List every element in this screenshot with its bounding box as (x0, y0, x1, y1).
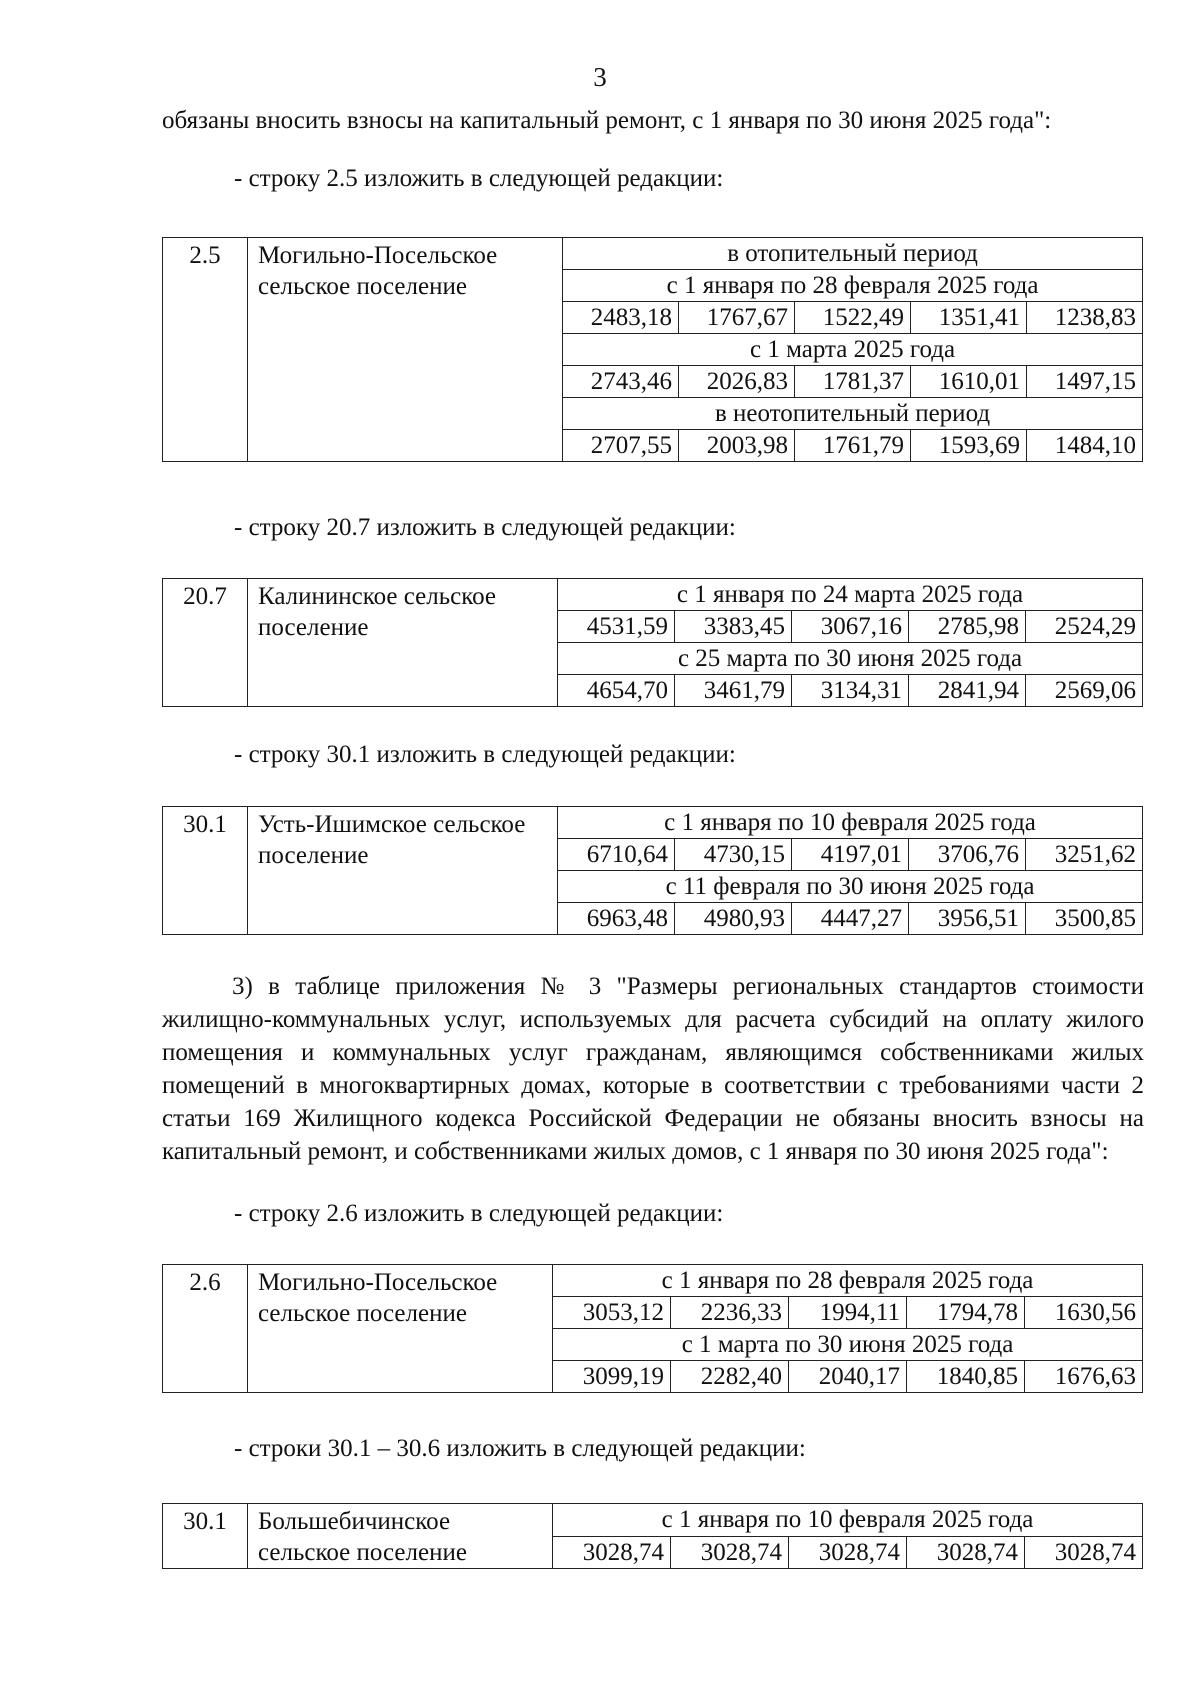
period-label: с 25 марта по 30 июня 2025 года (558, 643, 1143, 675)
value-cell: 2040,17 (789, 1361, 907, 1393)
value-cell: 1767,67 (679, 302, 795, 334)
value-cell: 2841,94 (909, 675, 1026, 707)
value-cell: 2743,46 (563, 366, 679, 398)
value-cell: 3461,79 (675, 675, 792, 707)
period-label: с 1 января по 28 февраля 2025 года (553, 1265, 1143, 1297)
table-row-2-5 (162, 237, 1143, 462)
settlement-name: Усть-Ишимское сельское поселение (248, 807, 558, 935)
value-cell: 6710,64 (558, 839, 675, 871)
value-cell: 4654,70 (558, 675, 675, 707)
value-cell: 3028,74 (671, 1536, 789, 1569)
period-label: с 1 января по 24 марта 2025 года (558, 579, 1143, 611)
settlement-name: Калининское сельское поселение (248, 579, 558, 707)
intro-rows-30-1-30-6: - строки 30.1 – 30.6 изложить в следующей редакции: (234, 1435, 806, 1462)
period-label: с 1 января по 10 февраля 2025 года (553, 1504, 1143, 1537)
value-cell: 2282,40 (671, 1361, 789, 1393)
value-cell: 3028,74 (553, 1536, 671, 1569)
value-cell: 3067,16 (792, 611, 909, 643)
value-cell: 3251,62 (1026, 839, 1143, 871)
value-cell: 3956,51 (909, 903, 1026, 935)
period-label: в отопительный период (563, 238, 1143, 270)
value-cell: 2236,33 (671, 1297, 789, 1329)
value-cell: 2483,18 (563, 302, 679, 334)
value-cell: 4730,15 (675, 839, 792, 871)
row-number: 2.6 (163, 1265, 248, 1393)
row-number: 30.1 (163, 807, 248, 935)
table-row-30-1-bolshebich (162, 1503, 1143, 1569)
value-cell: 4447,27 (792, 903, 909, 935)
value-cell: 1593,69 (911, 430, 1027, 462)
period-label: с 11 февраля по 30 июня 2025 года (558, 871, 1143, 903)
value-cell: 1351,41 (911, 302, 1027, 334)
value-cell: 2524,29 (1026, 611, 1143, 643)
value-cell: 1484,10 (1027, 430, 1143, 462)
value-cell: 1522,49 (795, 302, 911, 334)
value-cell: 4197,01 (792, 839, 909, 871)
value-cell: 1994,11 (789, 1297, 907, 1329)
table-row-30-1-ust-ishim (162, 806, 1143, 935)
period-label: с 1 марта 2025 года (563, 334, 1143, 366)
value-cell: 2707,55 (563, 430, 679, 462)
value-cell: 3028,74 (789, 1536, 907, 1569)
value-cell: 1840,85 (907, 1361, 1025, 1393)
row-number: 20.7 (163, 579, 248, 707)
value-cell: 1497,15 (1027, 366, 1143, 398)
value-cell: 3099,19 (553, 1361, 671, 1393)
period-label: с 1 января по 28 февраля 2025 года (563, 270, 1143, 302)
table-row-2-6 (162, 1264, 1143, 1393)
period-label: с 1 марта по 30 июня 2025 года (553, 1329, 1143, 1361)
value-cell: 3028,74 (907, 1536, 1025, 1569)
intro-row-2-5: - строку 2.5 изложить в следующей редакции: (234, 165, 724, 192)
value-cell: 2569,06 (1026, 675, 1143, 707)
row-number: 30.1 (163, 1504, 248, 1569)
row-number: 2.5 (163, 238, 248, 462)
paragraph-continuation: обязаны вносить взносы на капитальный ремонт, с 1 января по 30 июня 2025 года": (162, 107, 1052, 134)
intro-row-2-6: - строку 2.6 изложить в следующей редакции: (234, 1200, 724, 1227)
settlement-name: Большебичинское сельское поселение (248, 1504, 553, 1569)
settlement-name: Могильно-Посельское сельское поселение (248, 1265, 553, 1393)
value-cell: 1794,78 (907, 1297, 1025, 1329)
value-cell: 3500,85 (1026, 903, 1143, 935)
paragraph-item-3: 3) в таблице приложения № 3 "Размеры региональных стандартов стоимости жилищно-коммунальных услуг, используемых для расчета субсидий на оплату жилого помещения и коммунальных услуг гражданам, являющимся собственниками жилых помещений в многоквартирных домах, которые в соответствии с требованиями части 2 статьи 169 Жилищного кодекса Российской Федерации не обязаны вносить взносы на капитальный ремонт, и собственниками жилых домов, с 1 января по 30 июня 2025 года": (162, 973, 1144, 1165)
table-row-20-7 (162, 578, 1143, 707)
settlement-name: Могильно-Посельское сельское поселение (248, 238, 563, 462)
intro-row-20-7: - строку 20.7 изложить в следующей редакции: (234, 514, 736, 541)
value-cell: 1676,63 (1025, 1361, 1143, 1393)
value-cell: 3028,74 (1025, 1536, 1143, 1569)
value-cell: 6963,48 (558, 903, 675, 935)
value-cell: 1761,79 (795, 430, 911, 462)
value-cell: 3383,45 (675, 611, 792, 643)
value-cell: 2026,83 (679, 366, 795, 398)
page-number: 3 (593, 62, 607, 92)
value-cell: 3706,76 (909, 839, 1026, 871)
value-cell: 2003,98 (679, 430, 795, 462)
intro-row-30-1: - строку 30.1 изложить в следующей редакции: (234, 741, 736, 768)
period-label: с 1 января по 10 февраля 2025 года (558, 807, 1143, 839)
value-cell: 1238,83 (1027, 302, 1143, 334)
value-cell: 2785,98 (909, 611, 1026, 643)
value-cell: 3134,31 (792, 675, 909, 707)
value-cell: 3053,12 (553, 1297, 671, 1329)
period-label: в неотопительный период (563, 398, 1143, 430)
value-cell: 1630,56 (1025, 1297, 1143, 1329)
value-cell: 4531,59 (558, 611, 675, 643)
value-cell: 4980,93 (675, 903, 792, 935)
value-cell: 1610,01 (911, 366, 1027, 398)
value-cell: 1781,37 (795, 366, 911, 398)
